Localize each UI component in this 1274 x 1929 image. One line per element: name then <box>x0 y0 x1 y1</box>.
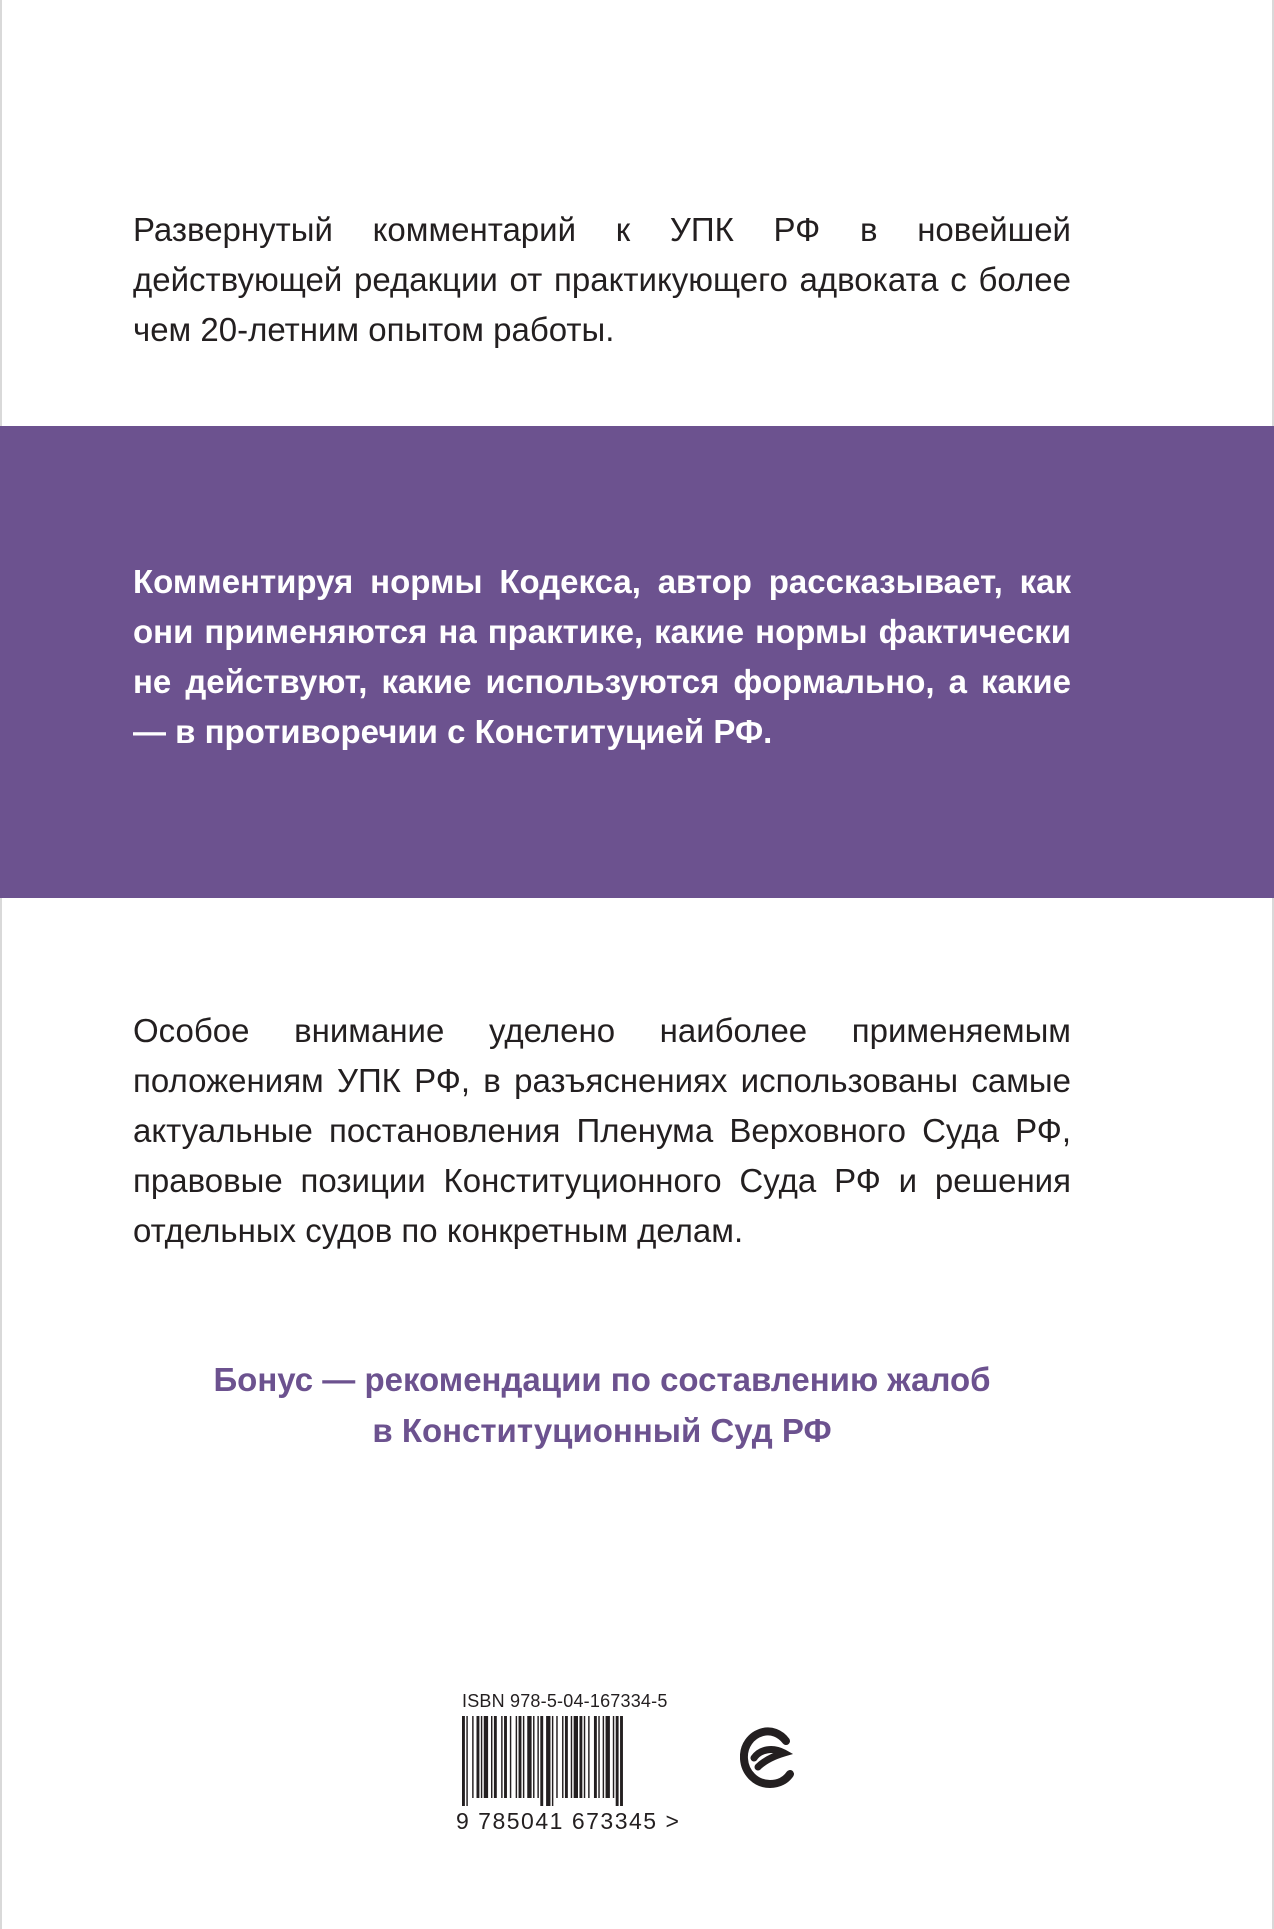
bonus-line-1: Бонус — рекомендации по составлению жалоб <box>213 1361 991 1398</box>
barcode-icon <box>456 1716 686 1806</box>
page-left-edge <box>0 0 2 1929</box>
intro-paragraph: Развернутый комментарий к УПК РФ в новейшей действующей редакции от практикующего адвоката с более чем 20-летним опытом работы. <box>133 211 1071 348</box>
bonus-line-2: в Конституционный Суд РФ <box>372 1412 832 1449</box>
barcode-block <box>456 1690 716 1834</box>
highlight-paragraph: Комментируя нормы Кодекса, автор рассказывает, как они применяются на практике, какие нормы фактически не действуют, какие используются формально, а какие — в противоречии с Конституцией РФ. <box>133 563 1071 750</box>
isbn-label: ISBN 978-5-04-167334-5 <box>462 1691 668 1711</box>
eksmo-logo-icon <box>740 1727 796 1789</box>
details-paragraph: Особое внимание уделено наиболее применяемым положениям УПК РФ, в разъяснениях использованы самые актуальные постановления Пленума Верховного Суда РФ, правовые позиции Конституционного Суда РФ и решения отдельных судов по конкретным делам. <box>133 1012 1071 1249</box>
isbn-digits: 9 785041 673345 > <box>456 1808 681 1834</box>
bonus-note <box>0 1354 1204 1456</box>
